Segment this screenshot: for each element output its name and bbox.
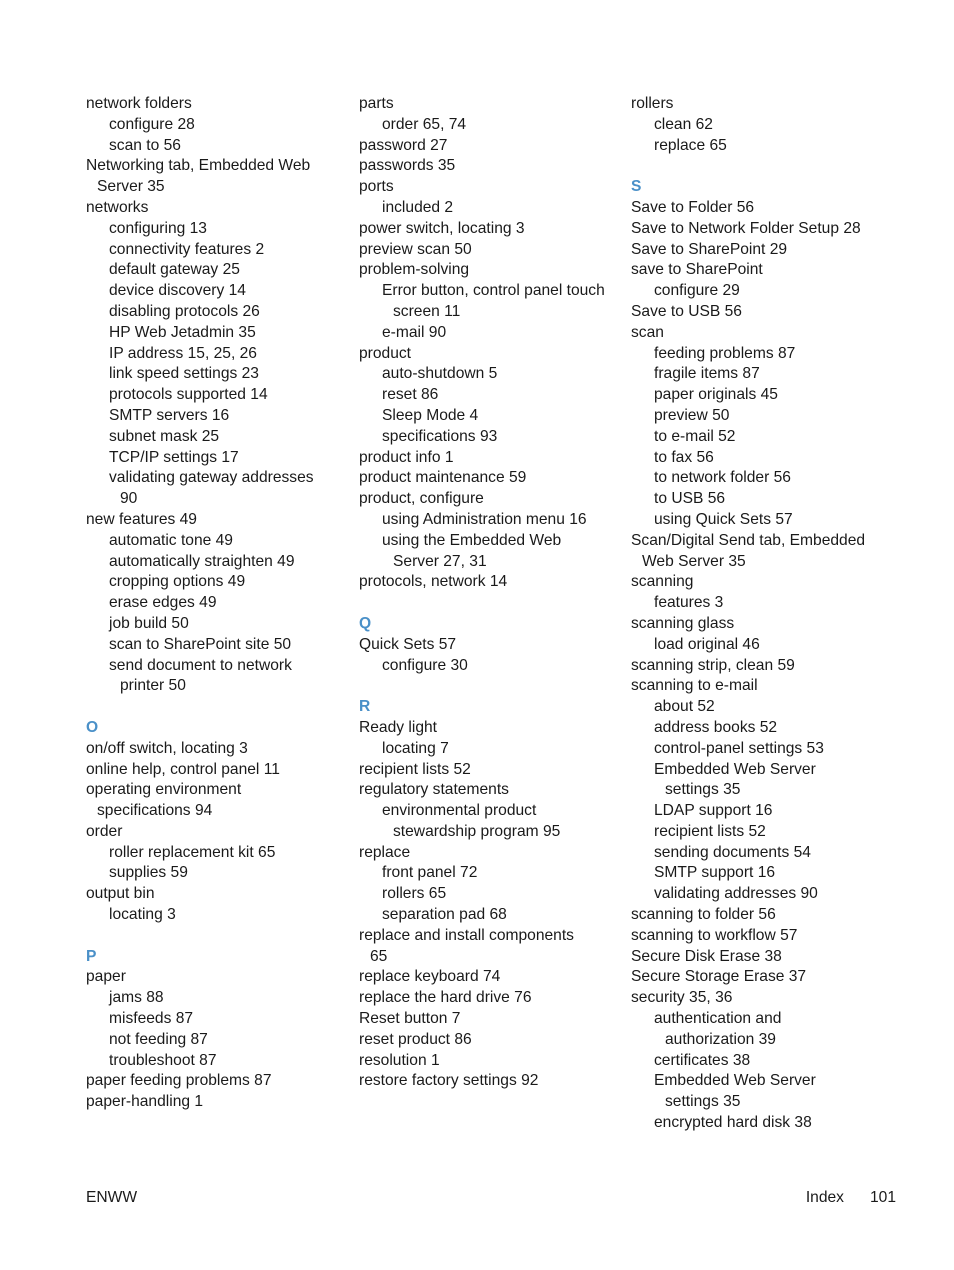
index-subentry: HP Web Jetadmin 35 (109, 323, 256, 341)
index-entry: order (86, 822, 123, 840)
index-subentry: screen 11 (393, 302, 461, 320)
index-subentry: settings 35 (665, 781, 741, 799)
index-subentry: using Quick Sets 57 (654, 510, 793, 528)
index-subentry: cropping options 49 (109, 573, 246, 591)
section-spacer (631, 156, 893, 177)
index-subentry: authentication and (654, 1010, 782, 1028)
index-subentry: reset 86 (382, 386, 439, 404)
index-subentry: disabling protocols 26 (109, 302, 260, 320)
section-spacer (359, 593, 614, 614)
index-column-2 (359, 94, 614, 1092)
index-subentry: auto-shutdown 5 (382, 365, 498, 383)
index-entry: reset product 86 (359, 1030, 472, 1048)
index-subentry: supplies 59 (109, 864, 188, 882)
index-entry: Quick Sets 57 (359, 635, 457, 653)
footer-page-info (806, 1188, 896, 1208)
index-entry: replace keyboard 74 (359, 968, 501, 986)
index-subentry: to USB 56 (654, 490, 726, 508)
index-entry: output bin (86, 885, 155, 903)
index-subentry: automatic tone 49 (109, 531, 233, 549)
index-letter-heading: R (359, 698, 371, 716)
index-subentry: to network folder 56 (654, 469, 791, 487)
index-entry: Save to SharePoint 29 (631, 240, 788, 258)
index-entry: Save to Network Folder Setup 28 (631, 219, 861, 237)
index-subentry: erase edges 49 (109, 594, 217, 612)
index-subentry: authorization 39 (665, 1030, 776, 1048)
index-letter-heading: S (631, 178, 642, 196)
index-subentry: configure 30 (382, 656, 468, 674)
index-subentry: rollers 65 (382, 885, 447, 903)
index-subentry: fragile items 87 (654, 365, 760, 383)
index-entry: scanning (631, 573, 694, 591)
index-entry: replace the hard drive 76 (359, 989, 532, 1007)
index-entry: recipient lists 52 (359, 760, 471, 778)
index-subentry: using the Embedded Web (382, 531, 562, 549)
index-entry: network folders (86, 95, 192, 112)
index-subentry: control-panel settings 53 (654, 739, 824, 757)
index-column-3 (631, 94, 893, 1134)
index-entry: problem-solving (359, 261, 470, 279)
index-subentry: locating 3 (109, 906, 176, 924)
index-entry: security 35, 36 (631, 989, 733, 1007)
index-entry: operating environment (86, 781, 242, 799)
index-entry: paper feeding problems 87 (86, 1072, 272, 1090)
index-subentry: paper originals 45 (654, 386, 778, 404)
index-subentry: preview 50 (654, 406, 730, 424)
index-entry: new features 49 (86, 510, 197, 528)
index-subentry: recipient lists 52 (654, 822, 766, 840)
index-subentry: printer 50 (120, 677, 186, 695)
index-entry: replace and install components (359, 926, 574, 944)
section-spacer (86, 697, 336, 718)
page-number: 101 (869, 1189, 896, 1206)
index-entry: resolution 1 (359, 1051, 440, 1069)
index-entry: networks (86, 198, 149, 216)
index-entry: on/off switch, locating 3 (86, 739, 248, 757)
index-subentry: separation pad 68 (382, 906, 507, 924)
index-subentry: device discovery 14 (109, 282, 246, 300)
index-entry: Secure Storage Erase 37 (631, 968, 807, 986)
index-letter-heading: Q (359, 614, 372, 632)
index-subentry: load original 46 (654, 635, 760, 653)
index-subentry: TCP/IP settings 17 (109, 448, 239, 466)
index-subentry: e-mail 90 (382, 323, 447, 341)
index-entry: Server 35 (97, 178, 165, 196)
index-subentry: SMTP servers 16 (109, 406, 230, 424)
index-entry: Reset button 7 (359, 1010, 461, 1028)
index-letter-heading: P (86, 947, 97, 965)
index-entry: replace (359, 843, 411, 861)
index-subentry: default gateway 25 (109, 261, 240, 279)
index-subentry: certificates 38 (654, 1051, 751, 1069)
index-subentry: subnet mask 25 (109, 427, 220, 445)
index-subentry: roller replacement kit 65 (109, 843, 276, 861)
index-subentry: address books 52 (654, 718, 778, 736)
index-entry: save to SharePoint (631, 261, 763, 279)
index-entry: Ready light (359, 718, 438, 736)
index-entry: Secure Disk Erase 38 (631, 947, 782, 965)
index-entry: product maintenance 59 (359, 469, 527, 487)
index-subentry: environmental product (382, 802, 537, 820)
index-entry: scanning to workflow 57 (631, 926, 798, 944)
index-subentry: Error button, control panel touch (382, 282, 605, 300)
index-entry: protocols, network 14 (359, 573, 508, 591)
index-entry: scan (631, 323, 664, 341)
index-entry: restore factory settings 92 (359, 1072, 539, 1090)
index-subentry: encrypted hard disk 38 (654, 1114, 812, 1132)
index-subentry: locating 7 (382, 739, 449, 757)
index-subentry: using Administration menu 16 (382, 510, 587, 528)
index-entry: Scan/Digital Send tab, Embedded (631, 531, 866, 549)
index-entry: Save to Folder 56 (631, 198, 755, 216)
index-subentry: jams 88 (109, 989, 164, 1007)
index-subentry: Embedded Web Server (654, 1072, 816, 1090)
index-entry: password 27 (359, 136, 448, 154)
index-subentry: troubleshoot 87 (109, 1051, 217, 1069)
index-subentry: not feeding 87 (109, 1030, 208, 1048)
index-subentry: scan to 56 (109, 136, 181, 154)
index-subentry: configure 29 (654, 282, 740, 300)
index-entry: ports (359, 178, 394, 196)
index-subentry: replace 65 (654, 136, 727, 154)
index-subentry: stewardship program 95 (393, 822, 561, 840)
index-subentry: send document to network (109, 656, 292, 674)
index-subentry: automatically straighten 49 (109, 552, 295, 570)
index-column-1 (86, 94, 336, 1113)
index-subentry: SMTP support 16 (654, 864, 776, 882)
index-entry: Web Server 35 (642, 552, 746, 570)
index-subentry: validating gateway addresses (109, 469, 314, 487)
index-subentry: configure 28 (109, 115, 195, 133)
index-entry: product, configure (359, 490, 484, 508)
index-entry: parts (359, 95, 394, 112)
index-entry: Networking tab, Embedded Web (86, 157, 311, 175)
index-letter-heading: O (86, 718, 99, 736)
index-entry: paper-handling 1 (86, 1093, 204, 1111)
index-subentry: order 65, 74 (382, 115, 467, 133)
index-subentry: misfeeds 87 (109, 1010, 194, 1028)
index-subentry: Embedded Web Server (654, 760, 816, 778)
index-subentry: Server 27, 31 (393, 552, 487, 570)
index-subentry: protocols supported 14 (109, 386, 268, 404)
index-entry: paper (86, 968, 126, 986)
footer-doc-code: ENWW (86, 1189, 138, 1206)
index-entry: 65 (370, 947, 388, 965)
section-spacer (359, 676, 614, 697)
index-entry: scanning glass (631, 614, 735, 632)
index-subentry: specifications 93 (382, 427, 498, 445)
index-subentry: sending documents 54 (654, 843, 811, 861)
index-subentry: 90 (120, 490, 138, 508)
index-entry: preview scan 50 (359, 240, 472, 258)
index-entry: Save to USB 56 (631, 302, 742, 320)
index-subentry: included 2 (382, 198, 454, 216)
index-entry: regulatory statements (359, 781, 509, 799)
index-subentry: scan to SharePoint site 50 (109, 635, 292, 653)
section-spacer (86, 926, 336, 947)
index-subentry: connectivity features 2 (109, 240, 265, 258)
index-subentry: link speed settings 23 (109, 365, 259, 383)
index-entry: scanning to e-mail (631, 677, 758, 695)
index-entry: scanning to folder 56 (631, 906, 776, 924)
index-subentry: IP address 15, 25, 26 (109, 344, 257, 362)
index-subentry: validating addresses 90 (654, 885, 818, 903)
index-subentry: to e-mail 52 (654, 427, 736, 445)
footer-section: Index (805, 1189, 844, 1206)
index-entry: scanning strip, clean 59 (631, 656, 795, 674)
index-subentry: Sleep Mode 4 (382, 406, 479, 424)
index-subentry: to fax 56 (654, 448, 714, 466)
index-entry: online help, control panel 11 (86, 760, 280, 778)
index-subentry: job build 50 (109, 614, 189, 632)
index-subentry: about 52 (654, 698, 715, 716)
index-entry: passwords 35 (359, 157, 456, 175)
index-subentry: feeding problems 87 (654, 344, 796, 362)
index-entry: product (359, 344, 412, 362)
index-subentry: clean 62 (654, 115, 713, 133)
index-subentry: features 3 (654, 594, 724, 612)
index-entry: specifications 94 (97, 802, 213, 820)
index-subentry: LDAP support 16 (654, 802, 773, 820)
index-subentry: front panel 72 (382, 864, 478, 882)
index-entry: product info 1 (359, 448, 454, 466)
index-entry: power switch, locating 3 (359, 219, 525, 237)
index-entry: rollers (631, 95, 674, 112)
index-subentry: configuring 13 (109, 219, 207, 237)
index-subentry: settings 35 (665, 1093, 741, 1111)
